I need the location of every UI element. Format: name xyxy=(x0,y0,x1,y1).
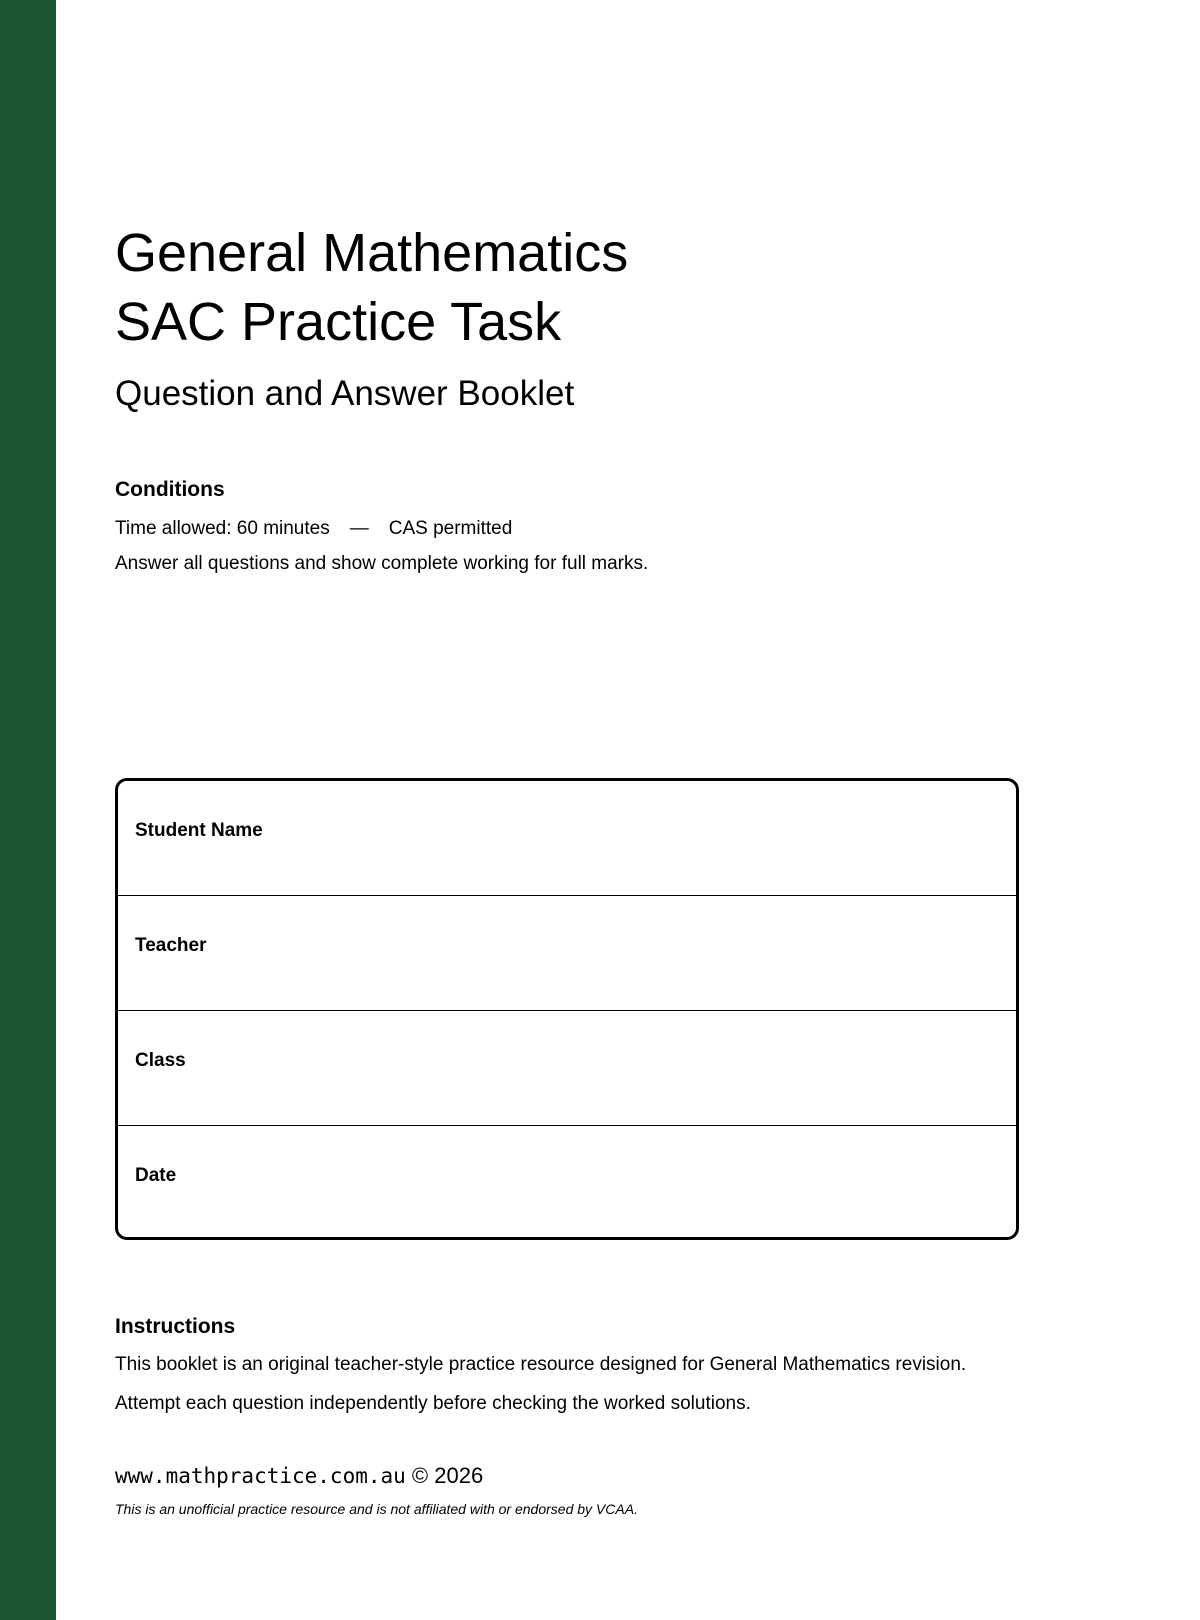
cas-permitted-text: CAS permitted xyxy=(388,518,513,539)
conditions-time-line xyxy=(115,517,512,541)
instructions-heading: Instructions xyxy=(115,1315,236,1338)
booklet-title xyxy=(115,219,628,357)
side-color-bar xyxy=(0,0,56,1620)
time-allowed-text: Time allowed: 60 minutes xyxy=(115,518,330,539)
title-line-1: General Mathematics xyxy=(115,223,629,283)
website-url: www.mathpractice.com.au xyxy=(115,1464,406,1488)
student-name-field[interactable] xyxy=(118,781,1016,896)
class-field[interactable] xyxy=(118,1011,1016,1126)
student-name-label: Student Name xyxy=(135,820,263,841)
footer-line xyxy=(115,1462,483,1490)
booklet-subtitle: Question and Answer Booklet xyxy=(115,374,575,413)
student-details-box xyxy=(115,778,1019,1240)
title-line-2: SAC Practice Task xyxy=(115,292,562,352)
date-field[interactable] xyxy=(118,1126,1016,1240)
instructions-line-2: Attempt each question independently before checking the worked solutions. xyxy=(115,1393,751,1414)
separator-dash: — xyxy=(349,518,369,539)
conditions-working-line: Answer all questions and show complete working for full marks. xyxy=(115,553,649,574)
date-label: Date xyxy=(135,1165,177,1186)
teacher-field[interactable] xyxy=(118,896,1016,1011)
conditions-heading: Conditions xyxy=(115,478,225,501)
instructions-line-1: This booklet is an original teacher-style practice resource designed for General Mathematics revision. xyxy=(115,1354,967,1375)
copyright-text: © 2026 xyxy=(411,1463,484,1488)
disclaimer-text: This is an unofficial practice resource and is not affiliated with or endorsed by VCAA. xyxy=(115,1501,638,1517)
teacher-label: Teacher xyxy=(135,935,207,956)
class-label: Class xyxy=(135,1050,186,1071)
